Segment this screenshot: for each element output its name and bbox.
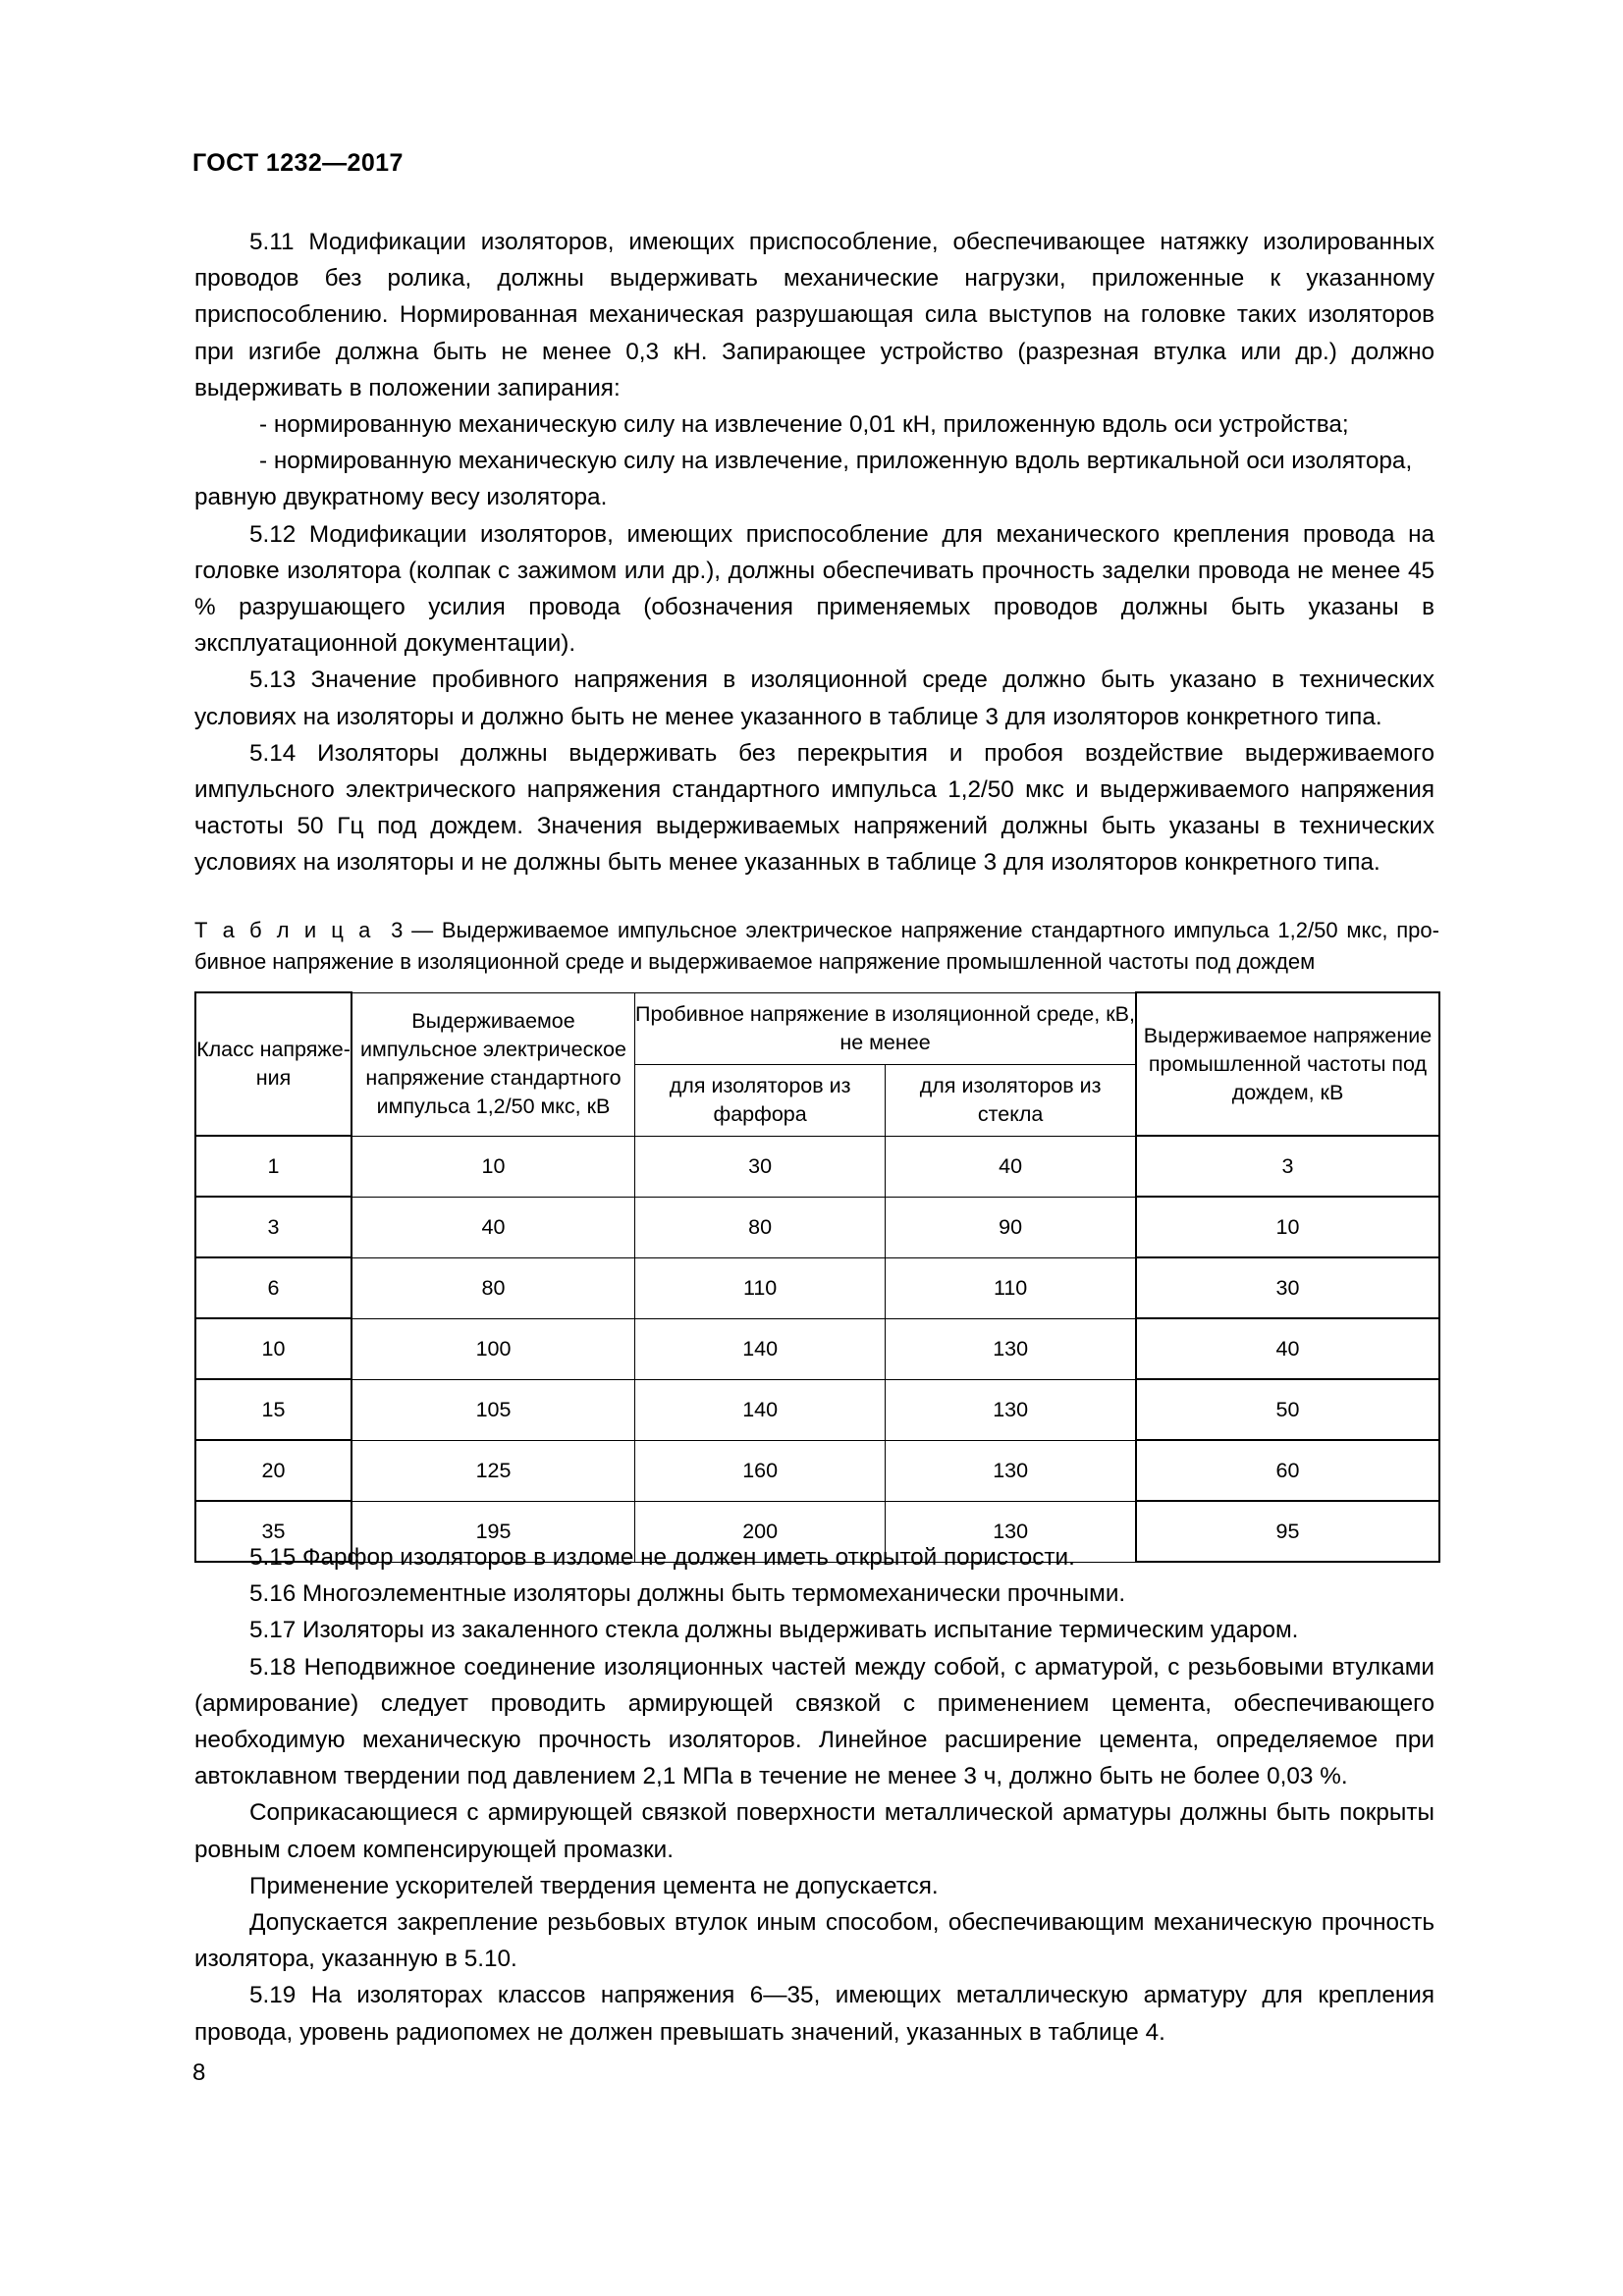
clause-5-18-paragraph-2: Соприкасающиеся с армирующей связкой поверхности металлической арматуры должны быть покрыты ровным слоем компенсирующей промазки.: [194, 1799, 1434, 1863]
clause-block-upper: [194, 224, 1434, 881]
cell-impulse: 125: [352, 1440, 635, 1501]
cell-wet: 95: [1136, 1501, 1439, 1562]
cell-wet: 40: [1136, 1318, 1439, 1379]
table-3-wrapper: [194, 991, 1440, 1563]
table-head: [195, 992, 1439, 1136]
header-wet-withstand: Выдерживаемое напряжение промышленной частоты под дождем, кВ: [1136, 992, 1439, 1136]
clause-5-16: 5.16 Многоэлементные изоляторы должны быть термомеханически прочными.: [249, 1580, 1126, 1608]
clause-5-19: 5.19 На изоляторах классов напряжения 6—35, имеющих металлическую арматуру для крепления провода, уровень радиопомех не должен превышать значений, указанных в таблице 4.: [194, 1982, 1434, 2046]
table-row: [195, 1197, 1439, 1257]
cell-porcelain: 80: [635, 1197, 886, 1257]
table-3: [194, 991, 1440, 1563]
cell-glass: 130: [886, 1379, 1136, 1440]
cell-wet: 10: [1136, 1197, 1439, 1257]
cell-class-voltage: 1: [195, 1136, 352, 1197]
clause-5-15: 5.15 Фарфор изоляторов в изломе не должен иметь открытой пористости.: [249, 1544, 1075, 1571]
table-caption-dash: —: [411, 918, 434, 942]
header-class-voltage: Класс напряжения: [195, 992, 352, 1136]
cell-wet: 30: [1136, 1257, 1439, 1318]
cell-class-voltage: 20: [195, 1440, 352, 1501]
cell-porcelain: 160: [635, 1440, 886, 1501]
clause-5-11-item-1: - нормированную механическую силу на извлечение 0,01 кН, приложенную вдоль оси устройства;: [259, 411, 1349, 439]
clause-5-13: 5.13 Значение пробивного напряжения в изоляционной среде должно быть указано в технических условиях на изоляторы и должно быть не менее указанного в таблице 3 для изоляторов конкретного типа.: [194, 667, 1434, 730]
clause-5-11-item-2: - нормированную механическую силу на извлечение, приложенную вдоль вертикальной оси изолятора, равную двукратному весу изолятора.: [194, 448, 1413, 511]
table-caption-number: 3: [391, 918, 404, 942]
cell-class-voltage: 6: [195, 1257, 352, 1318]
header-impulse-withstand: Выдерживаемое импульсное электрическое напряжение стандартного импульса 1,2/50 мкс, кВ: [352, 992, 635, 1136]
clause-block-lower: [194, 1539, 1434, 2051]
table-row: [195, 1379, 1439, 1440]
cell-porcelain: 110: [635, 1257, 886, 1318]
cell-impulse: 105: [352, 1379, 635, 1440]
cell-impulse: 100: [352, 1318, 635, 1379]
running-header: ГОСТ 1232—2017: [192, 149, 404, 177]
table-header-row-1: [195, 992, 1439, 1064]
cell-porcelain: 140: [635, 1318, 886, 1379]
cell-glass: 130: [886, 1318, 1136, 1379]
table-caption-text: Выдерживаемое импульсное электрическое напряжение стандартного импульса 1,2/50 мкс, пробивное напряжение в изоляционной среде и выдерживаемое напряжение промышленной частоты под дождем: [194, 918, 1439, 974]
table-3-caption: [194, 915, 1439, 978]
cell-wet: 3: [1136, 1136, 1439, 1197]
header-breakdown-group: Пробивное напряжение в изоляционной среде, кВ, не менее: [635, 992, 1137, 1064]
cell-wet: 60: [1136, 1440, 1439, 1501]
cell-impulse: 80: [352, 1257, 635, 1318]
cell-glass: 40: [886, 1136, 1136, 1197]
clause-5-14: 5.14 Изоляторы должны выдерживать без перекрытия и пробоя воздействие выдерживаемого импульсного электрического напряжения стандартного импульса 1,2/50 мкс и выдерживаемого напряжения частоты 50 Гц под дождем. Значения выдерживаемых напряжений должны быть указаны в технических условиях на изоляторы и не должны быть менее указанных в таблице 3 для изоляторов конкретного типа.: [194, 739, 1434, 877]
cell-glass: 130: [886, 1501, 1136, 1562]
cell-impulse: 195: [352, 1501, 635, 1562]
table-row: [195, 1257, 1439, 1318]
cell-class-voltage: 15: [195, 1379, 352, 1440]
cell-impulse: 40: [352, 1197, 635, 1257]
cell-porcelain: 140: [635, 1379, 886, 1440]
table-caption-label: Т а б л и ц а: [194, 918, 374, 942]
clause-5-11: 5.11 Модификации изоляторов, имеющих приспособление, обеспечивающее натяжку изолированных проводов без ролика, должны выдерживать механические нагрузки, приложенные к указанному приспособлению. Нормированная механическая разрушающая сила выступов на головке таких изоляторов при изгибе должна быть не менее 0,3 кН. Запирающее устройство (разрезная втулка или др.) должно выдерживать в положении запирания:: [194, 229, 1434, 401]
clause-5-12: 5.12 Модификации изоляторов, имеющих приспособление для механического крепления провода на головке изолятора (колпак с зажимом или др.), должны обеспечивать прочность заделки провода не менее 45 % разрушающего усилия провода (обозначения применяемых проводов должны быть указаны в эксплуатационной документации).: [194, 520, 1434, 658]
header-glass: для изоляторов из стекла: [886, 1064, 1136, 1136]
cell-wet: 50: [1136, 1379, 1439, 1440]
table-row: [195, 1318, 1439, 1379]
clause-5-18-paragraph-3: Применение ускорителей твердения цемента не допускается.: [249, 1872, 939, 1899]
cell-glass: 110: [886, 1257, 1136, 1318]
cell-class-voltage: 35: [195, 1501, 352, 1562]
clause-5-18-paragraph-4: Допускается закрепление резьбовых втулок иным способом, обеспечивающим механическую прочность изолятора, указанную в 5.10.: [194, 1909, 1434, 1973]
cell-impulse: 10: [352, 1136, 635, 1197]
page-number: 8: [192, 2059, 206, 2086]
table-body: [195, 1136, 1439, 1562]
cell-glass: 90: [886, 1197, 1136, 1257]
cell-porcelain: 30: [635, 1136, 886, 1197]
cell-glass: 130: [886, 1440, 1136, 1501]
clause-5-17: 5.17 Изоляторы из закаленного стекла должны выдерживать испытание термическим ударом.: [249, 1617, 1299, 1644]
cell-class-voltage: 3: [195, 1197, 352, 1257]
clause-5-18: 5.18 Неподвижное соединение изоляционных частей между собой, с арматурой, с резьбовыми втулками (армирование) следует проводить армирующей связкой с применением цемента, обеспечивающего необходимую механическую прочность изоляторов. Линейное расширение цемента, определяемое при автоклавном твердении под давлением 2,1 МПа в течение не менее 3 ч, должно быть не более 0,03 %.: [194, 1653, 1434, 1790]
table-row: [195, 1136, 1439, 1197]
cell-class-voltage: 10: [195, 1318, 352, 1379]
cell-porcelain: 200: [635, 1501, 886, 1562]
table-row: [195, 1440, 1439, 1501]
header-porcelain: для изоляторов из фарфора: [635, 1064, 886, 1136]
